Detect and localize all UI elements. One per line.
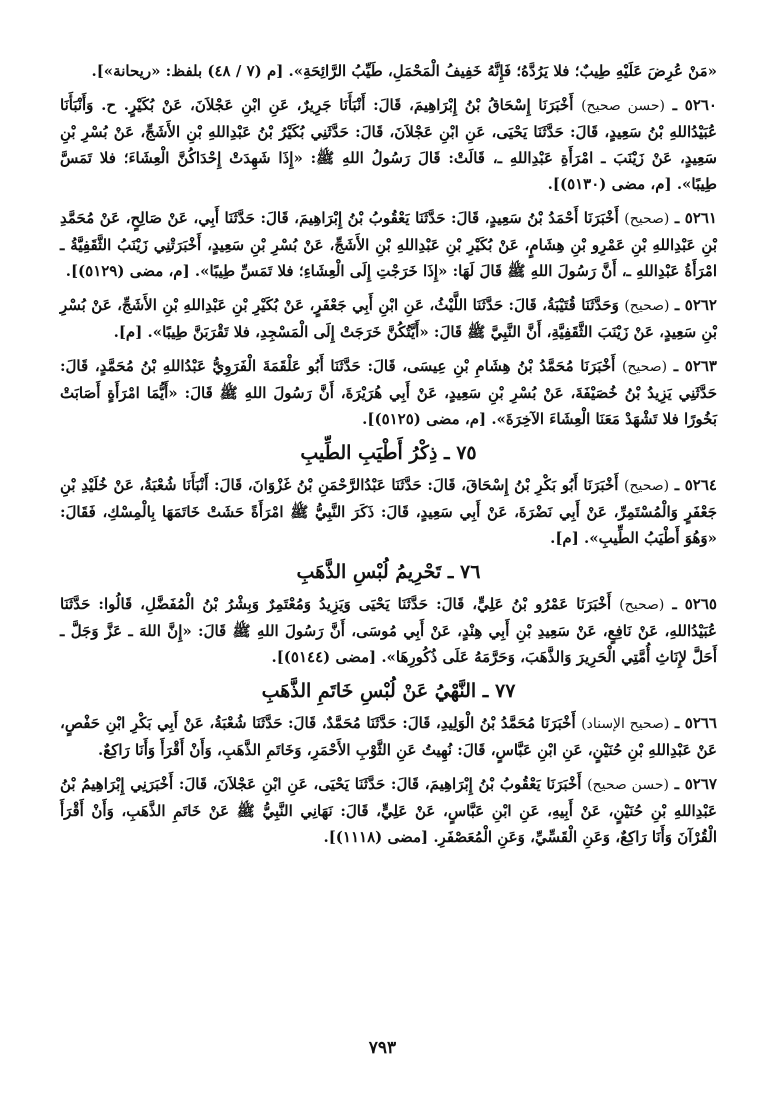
hadith-grade: (صحيح الإسناد) bbox=[581, 716, 670, 732]
hadith-number: ٥٢٦١ ـ bbox=[674, 209, 717, 227]
hadith-number: ٥٢٦٠ ـ bbox=[672, 96, 717, 114]
hadith-text: أَخْبَرَنَا يَعْقُوبُ بْنُ إِبْرَاهِيمَ، قَالَ: حَدَّثَنَا يَحْيَى، عَنِ ابْنِ عَجْلاَنَ، قَالَ: أَخْبَرَنِي إِبْرَاهِيمُ بْنُ عَبْدِاللهِ بْنِ حُنَيْنٍ، عَنْ أَبِيهِ، عَنِ ابْنِ عَبَّاسٍ، عَنْ عَلِيٍّ، قَالَ: نَهَانِي النَّبِيُّ ﷺ عَنْ خَاتَمِ الذَّهَبِ، وَأَنْ أَقْرَأَ الْقُرْآنَ وَأَنَا رَاكِعٌ، وَعَنِ الْقَسِّيِّ، وَعَنِ الْمُعَصْفَرِ. [مضى (١١١٨)]. bbox=[60, 775, 717, 846]
hadith-grade: (صحيح) bbox=[619, 597, 665, 613]
hadith-grade: (صحيح) bbox=[624, 211, 670, 227]
hadith-grade: (حسن صحيح) bbox=[581, 98, 665, 114]
chapter-heading-75: ٧٥ ـ ذِكْرُ أَطْيَبِ الطِّيبِ bbox=[300, 442, 477, 464]
hadith-number: ٥٢٦٤ ـ bbox=[674, 476, 717, 494]
hadith-5260 bbox=[60, 92, 717, 197]
hadith-text: أَخْبَرَنَا أَحْمَدُ بْنُ سَعِيدٍ، قَالَ: حَدَّثَنَا يَعْقُوبُ بْنُ إِبْرَاهِيمَ، قَالَ: حَدَّثَنَا أَبِي، عَنْ صَالِحٍ، عَنْ مُحَمَّدِ بْنِ عَبْدِاللهِ بْنِ عَمْرِو بْنِ هِشَامٍ، عَنْ بُكَيْرِ بْنِ عَبْدِاللهِ بْنِ الأَشَجِّ، عَنْ بُسْرِ بْنِ سَعِيدٍ، أَخْبَرَتْنِي زَيْنَبُ الثَّقَفِيَّةُ ـ امْرَأَةُ عَبْدِاللهِ ـ، أَنَّ رَسُولَ اللهِ ﷺ قَالَ لَهَا: «إِذَا خَرَجْتِ إِلَى الْعِشَاءِ؛ فلا تَمَسِّ طِيبًا». [م، مضى (٥١٢٩)]. bbox=[60, 209, 717, 280]
hadith-5266 bbox=[60, 710, 717, 763]
hadith-grade: (صحيح) bbox=[624, 298, 670, 314]
hadith-5267 bbox=[60, 771, 717, 850]
hadith-5263 bbox=[60, 353, 717, 432]
hadith-grade: (حسن صحيح) bbox=[587, 777, 669, 793]
hadith-number: ٥٢٦٥ ـ bbox=[672, 595, 717, 613]
hadith-text: أَخْبَرَنَا مُحَمَّدُ بْنُ الْوَلِيدِ، قَالَ: حَدَّثَنَا مُحَمَّدٌ، قَالَ: حَدَّثَنَا شُعْبَةُ، عَنْ أَبِي بَكْرِ ابْنِ حَفْصٍ، عَنْ عَبْدِاللهِ بْنِ حُنَيْنٍ، عَنِ ابْنِ عَبَّاسٍ، قَالَ: نُهِيتُ عَنِ الثَّوْبِ الأَحْمَرِ، وَخَاتَمِ الذَّهَبِ، وَأَنْ أَقْرَأَ وَأَنَا رَاكِعٌ. bbox=[60, 714, 717, 759]
page-number: ٧٩٣ bbox=[368, 1038, 397, 1058]
hadith-text: وَحَدَّثَنَا قُتَيْبَةُ، قَالَ: حَدَّثَنَا اللَّيْثُ، عَنِ ابْنِ أَبِي جَعْفَرٍ، عَنْ بُكَيْرِ بْنِ عَبْدِاللهِ بْنِ الأَشَجِّ، عَنْ بُسْرِ بْنِ سَعِيدٍ، عَنْ زَيْنَبَ الثَّقَفِيَّةِ، أَنَّ النَّبِيَّ ﷺ قَالَ: «أَيَّتُكُنَّ خَرَجَتْ إِلَى الْمَسْجِدِ، فلا تَقْرَبَنَّ طِيبًا». [م]. bbox=[60, 296, 717, 341]
page-body bbox=[60, 58, 717, 858]
chapter-heading-76: ٧٦ ـ تَحْرِيمُ لُبْسِ الذَّهَبِ bbox=[296, 561, 481, 583]
hadith-number: ٥٢٦٣ ـ bbox=[673, 357, 717, 375]
hadith-text: أَخْبَرَنَا مُحَمَّدُ بْنُ هِشَامِ بْنِ عِيسَى، قَالَ: حَدَّثَنَا أَبُو عَلْقَمَةَ الْفَرَوِيُّ عَبْدُاللهِ بْنُ مُحَمَّدٍ، قَالَ: حَدَّثَنِي يَزِيدُ بْنُ خُصَيْفَةَ، عَنْ بُسْرِ بْنِ سَعِيدٍ، عَنْ أَبِي هُرَيْرَةَ، أَنَّ رَسُولَ اللهِ ﷺ قَالَ: «أَيُّمَا امْرَأَةٍ أَصَابَتْ بَخُورًا فلا تَشْهَدْ مَعَنَا الْعِشَاءَ الآخِرَةَ». [م، مضى (٥١٢٥)]. bbox=[60, 357, 717, 428]
hadith-text: أَخْبَرَنَا أَبُو بَكْرِ بْنُ إِسْحَاقَ، قَالَ: حَدَّثَنَا عَبْدُالرَّحْمَنِ بْنُ غَزْوَانَ، قَالَ: أَنْبَأَنَا شُعْبَةُ، عَنْ خُلَيْدِ بْنِ جَعْفَرٍ وَالْمُسْتَمِرِّ، عَنْ أَبِي نَضْرَةَ، عَنْ أَبِي سَعِيدٍ، قَالَ: ذَكَرَ النَّبِيُّ ﷺ امْرَأَةً حَشَتْ خَاتَمَهَا بِالْمِسْكِ، فَقَالَ: «وَهُوَ أَطْيَبُ الطِّيبِ». [م]. bbox=[60, 476, 717, 547]
hadith-number: ٥٢٦٦ ـ bbox=[674, 714, 717, 732]
hadith-5261 bbox=[60, 205, 717, 284]
hadith-grade: (صحيح) bbox=[624, 478, 670, 494]
intro-paragraph: «مَنْ عُرِضَ عَلَيْهِ طِيبٌ؛ فلا يَرُدَّهُ؛ فَإِنَّهُ خَفِيفُ الْمَحْمَلِ، طَيِّبُ الرَّائِحَةِ». [م (٧ / ٤٨) بلفظ: «ريحانة»]. bbox=[91, 62, 717, 80]
hadith-text: أَخْبَرَنَا عَمْرُو بْنُ عَلِيٍّ، قَالَ: حَدَّثَنَا يَحْيَى وَيَزِيدُ وَمُعْتَمِرٌ وَبِشْرُ بْنُ الْمُفَضَّلِ، قَالُوا: حَدَّثَنَا عُبَيْدُاللهِ، عَنْ نَافِعٍ، عَنْ سَعِيدِ بْنِ أَبِي هِنْدٍ، عَنْ أَبِي مُوسَى، أَنَّ رَسُولَ اللهِ ﷺ قَالَ: «إِنَّ اللهَ ـ عَزَّ وَجَلَّ ـ أَحَلَّ لإِنَاثِ أُمَّتِي الْحَرِيرَ وَالذَّهَبَ، وَحَرَّمَهُ عَلَى ذُكُورِهَا». [مضى (٥١٤٤)]. bbox=[60, 595, 717, 666]
hadith-5265 bbox=[60, 591, 717, 670]
hadith-text: أَخْبَرَنَا إِسْحَاقُ بْنُ إِبْرَاهِيمَ، قَالَ: أَنْبَأَنَا جَرِيرٌ، عَنِ ابْنِ عَجْلاَنَ، عَنْ بُكَيْرٍ. ح. وَأَنْبَأَنَا عُبَيْدُاللهِ بْنُ سَعِيدٍ، قَالَ: حَدَّثَنَا يَحْيَى، عَنِ ابْنِ عَجْلاَنَ، قَالَ: حَدَّثَنِي بُكَيْرُ بْنُ عَبْدِاللهِ بْنِ الأَشَجِّ، عَنْ بُسْرِ بْنِ سَعِيدٍ، عَنْ زَيْنَبَ ـ امْرَأَةِ عَبْدِاللهِ ـ، قَالَتْ: قَالَ رَسُولُ اللهِ ﷺ: «إِذَا شَهِدَتْ إِحْدَاكُنَّ الْعِشَاءَ؛ فلا تَمَسَّ طِيبًا». [م، مضى (٥١٣٠)]. bbox=[60, 96, 717, 193]
hadith-grade: (صحيح) bbox=[621, 359, 668, 375]
hadith-5262 bbox=[60, 292, 717, 345]
hadith-5264 bbox=[60, 472, 717, 551]
hadith-number: ٥٢٦٢ ـ bbox=[674, 296, 717, 314]
hadith-number: ٥٢٦٧ ـ bbox=[674, 775, 717, 793]
chapter-heading-77: ٧٧ ـ النَّهْيُ عَنْ لُبْسِ خَاتَمِ الذَّهَبِ bbox=[261, 680, 516, 702]
